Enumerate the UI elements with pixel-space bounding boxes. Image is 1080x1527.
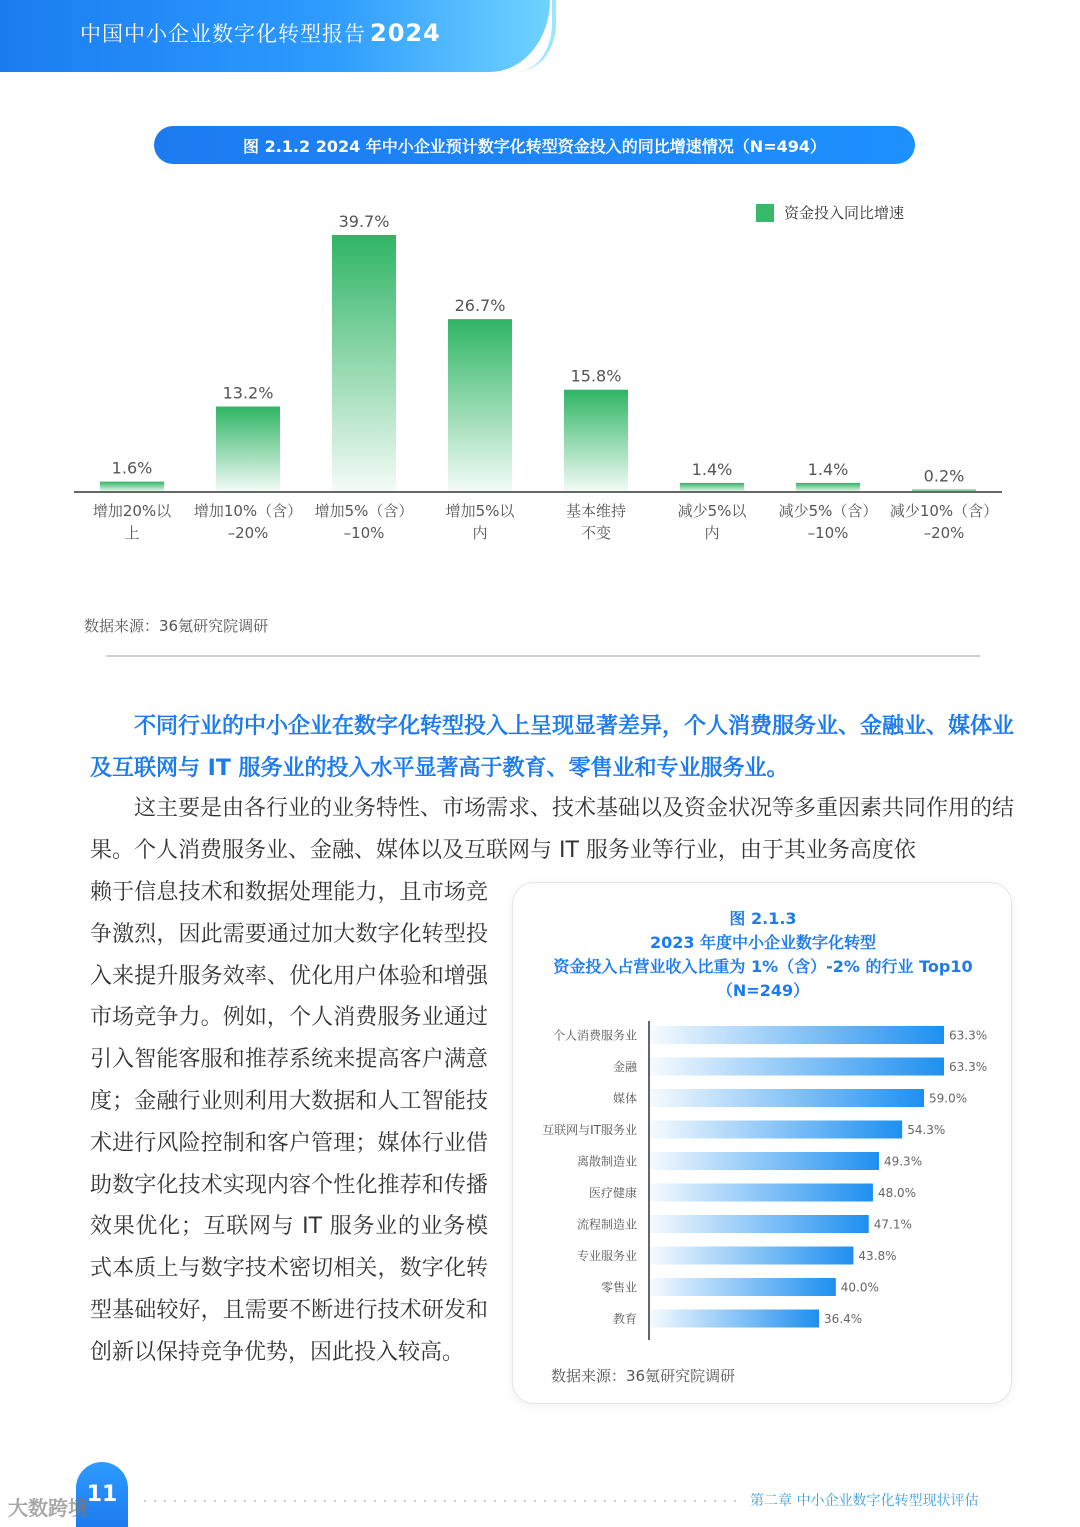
figure-title-line: 2023 年度中小企业数字化转型 <box>649 933 877 952</box>
category-label: 专业服务业 <box>576 1249 637 1263</box>
category-label: 媒体 <box>612 1091 637 1106</box>
bar <box>650 1310 819 1328</box>
bar-value-label: 40.0% <box>840 1280 879 1295</box>
category-label: 基本维持 <box>565 502 627 520</box>
footer-dotted-line <box>140 1500 740 1502</box>
category-label: 减少5%（含） <box>778 502 878 520</box>
category-label: 医疗健康 <box>588 1186 637 1200</box>
legend-label: 资金投入同比增速 <box>784 204 905 222</box>
category-label: 内 <box>704 524 720 542</box>
body-paragraph: 这主要是由各行业的业务特性、市场需求、技术基础以及资金状况等多重因素共同作用的结果。个人消费服务业、金融、媒体以及互联网与 IT 服务业等行业，由于其业务高度依 <box>90 796 1015 863</box>
bar <box>650 1058 944 1076</box>
bar <box>100 482 164 492</box>
page-number: 11 <box>86 1482 118 1507</box>
chapter-label: 第二章 中小企业数字化转型现状评估 <box>750 1493 979 1509</box>
bar-value-label: 49.3% <box>883 1154 923 1169</box>
body-paragraph-continued: 赖于信息技术和数据处理能力，且市场竞争激烈，因此需要通过加大数字化转型投入来提升服务效率、优化用户体验和增强市场竞争力。例如，个人消费服务业通过引入智能客服和推荐系统来提高客户满意度；金融行业则利用大数据和人工智能技术进行风险控制和客户管理；媒体行业借助数字化技术实现内容个性化推荐和传播效果优化；互联网与 IT 服务业的业务模式本质上与数字技术密切相关，数字化转型基础较好，且需要不断进行技术研发和创新以保持竞争优势，因此投入较高。 <box>90 880 488 1365</box>
bar <box>332 235 396 492</box>
bar-value-label: 54.3% <box>907 1123 946 1137</box>
category-label: 减少10%（含） <box>889 502 999 520</box>
bar <box>796 483 860 492</box>
category-label: 流程制造业 <box>576 1217 637 1232</box>
bar-value-label: 59.0% <box>929 1091 968 1106</box>
bar <box>564 390 628 492</box>
watermark <box>8 1492 88 1521</box>
category-label: 增加20%以 <box>92 502 172 520</box>
category-label: 减少5%以 <box>677 502 747 520</box>
header-swoosh <box>516 0 556 72</box>
category-label: 互联网与IT服务业 <box>542 1123 637 1137</box>
bar <box>650 1121 902 1139</box>
bar <box>650 1278 836 1296</box>
bar-value-label: 1.4% <box>691 459 733 479</box>
category-label: 教育 <box>612 1312 637 1326</box>
report-year: 2024 <box>370 19 441 47</box>
bar-value-label: 47.1% <box>873 1217 912 1232</box>
bar <box>650 1152 879 1170</box>
figure-caption: 图 2.1.2 2024 年中小企业预计数字化转型资金投入的同比增速情况（N=494） <box>154 126 915 164</box>
bar <box>650 1215 869 1233</box>
figure-title-line: （N=249） <box>716 981 810 1000</box>
category-label: 不变 <box>580 524 612 542</box>
category-label: 增加10%（含） <box>193 502 303 520</box>
category-label: –20% <box>227 524 269 542</box>
bar-value-label: 39.7% <box>338 211 390 231</box>
category-label: 增加5%以 <box>445 502 515 520</box>
bar-value-label: 26.7% <box>454 296 506 316</box>
category-label: –10% <box>807 524 849 542</box>
bar <box>680 483 744 492</box>
divider <box>106 655 980 657</box>
category-label: 内 <box>472 524 488 542</box>
figure-title-line: 资金投入占营业收入比重为 1%（含）-2% 的行业 Top10 <box>553 957 973 976</box>
bar-value-label: 43.8% <box>858 1249 897 1263</box>
category-label: 个人消费服务业 <box>552 1028 637 1043</box>
bar-value-label: 13.2% <box>222 383 274 403</box>
bar-value-label: 1.4% <box>807 459 849 479</box>
bar-value-label: 63.3% <box>949 1060 988 1074</box>
bar-value-label: 48.0% <box>877 1186 917 1200</box>
lead-paragraph: 不同行业的中小企业在数字化转型投入上呈现显著差异，个人消费服务业、金融业、媒体业及互联网与 IT 服务业的投入水平显著高于教育、零售业和专业服务业。 <box>90 714 1015 781</box>
category-label: –10% <box>343 524 385 542</box>
category-label: 上 <box>124 524 140 542</box>
bar <box>650 1089 924 1107</box>
report-title <box>80 18 441 48</box>
growth-bar-chart <box>0 190 1080 560</box>
bar <box>216 407 280 492</box>
bar-value-label: 0.2% <box>923 466 965 486</box>
watermark-text: 大数跨境 <box>8 1496 88 1520</box>
bar <box>650 1184 873 1202</box>
bar <box>448 319 512 492</box>
bar-value-label: 36.4% <box>824 1312 863 1326</box>
category-label: 离散制造业 <box>576 1154 637 1169</box>
data-source: 数据来源：36氪研究院调研 <box>551 1367 736 1385</box>
category-label: 零售业 <box>600 1280 637 1295</box>
bar-value-label: 1.6% <box>111 458 153 478</box>
bar <box>650 1026 944 1044</box>
report-title-text: 中国中小企业数字化转型报告 <box>80 22 366 46</box>
category-label: 金融 <box>612 1060 637 1074</box>
bar <box>912 490 976 493</box>
industry-bar-chart <box>513 883 1013 1405</box>
category-label: 增加5%（含） <box>314 502 414 520</box>
bar-value-label: 63.3% <box>949 1028 988 1043</box>
category-label: –20% <box>923 524 965 542</box>
figure-card <box>512 882 1012 1404</box>
bar <box>650 1247 853 1265</box>
data-source: 数据来源：36氪研究院调研 <box>84 617 269 635</box>
figure-title-line: 图 2.1.3 <box>729 909 797 928</box>
bar-value-label: 15.8% <box>570 366 622 386</box>
